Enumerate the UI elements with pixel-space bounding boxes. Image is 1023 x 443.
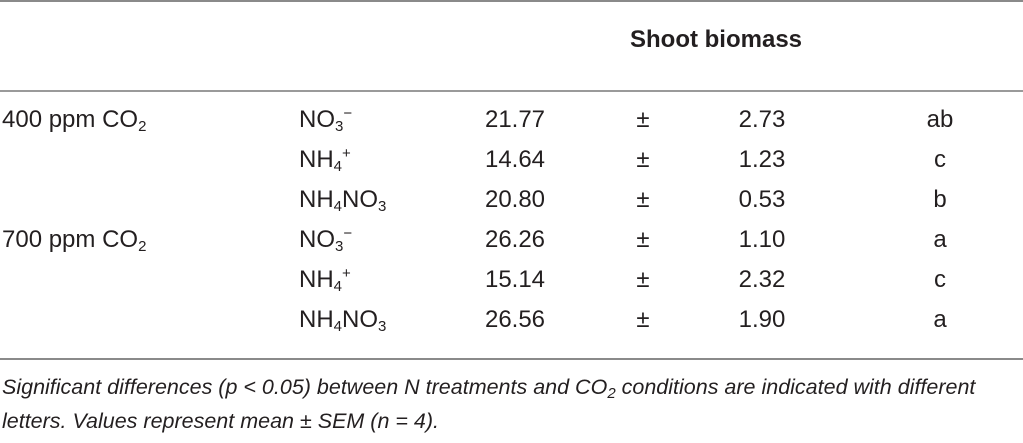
significance-letter-cell: a	[933, 226, 947, 253]
column-header-shoot-biomass: Shoot biomass	[630, 26, 803, 53]
sem-value-cell: 2.73	[738, 106, 786, 133]
significance-letter-cell: a	[933, 306, 947, 333]
table-bottom-rule	[0, 358, 1023, 360]
footnote-subscript: 2	[607, 385, 616, 402]
n-treatment-part: 3	[378, 198, 387, 215]
plus-minus-cell: ±	[636, 106, 650, 133]
n-treatment-part: 3	[335, 118, 344, 135]
plus-minus-cell: ±	[636, 306, 650, 333]
table-row	[0, 266, 1023, 306]
n-treatment-part: NH	[299, 266, 334, 293]
co2-condition-subscript: 2	[138, 118, 147, 135]
n-treatment-part: NH	[299, 186, 334, 213]
plus-minus-cell: ±	[636, 226, 650, 253]
n-treatment-part: −	[343, 105, 353, 122]
plus-minus-cell: ±	[636, 146, 650, 173]
n-treatment-part: NO	[342, 186, 379, 213]
mean-value-cell: 15.14	[484, 266, 546, 293]
significance-letter-cell: b	[933, 186, 947, 213]
co2-condition-label: 700 ppm CO	[2, 226, 139, 253]
sem-value-cell: 1.23	[738, 146, 786, 173]
n-treatment-part: −	[343, 225, 353, 242]
n-treatment-cell	[299, 266, 351, 294]
plus-minus-cell: ±	[636, 186, 650, 213]
mean-value-cell: 26.26	[484, 226, 546, 253]
table-footnote	[2, 370, 1012, 438]
n-treatment-part: 4	[333, 318, 343, 335]
footnote-text-1: Significant differences (p < 0.05) between N treatments and CO	[2, 375, 608, 399]
table-row	[0, 226, 1023, 266]
co2-condition-label: 400 ppm CO	[2, 106, 139, 133]
n-treatment-cell	[299, 306, 386, 334]
significance-letter-cell: c	[934, 266, 946, 293]
n-treatment-part: +	[342, 265, 351, 282]
n-treatment-part: 4	[333, 158, 343, 175]
n-treatment-part: +	[342, 145, 351, 162]
n-treatment-part: 3	[378, 318, 387, 335]
table-row	[0, 106, 1023, 146]
n-treatment-cell	[299, 186, 386, 214]
table-top-rule	[0, 0, 1023, 2]
sem-value-cell: 0.53	[738, 186, 786, 213]
n-treatment-part: 3	[335, 238, 344, 255]
co2-condition-subscript: 2	[138, 238, 147, 255]
n-treatment-part: NH	[299, 306, 334, 333]
n-treatment-cell	[299, 106, 352, 134]
significance-letter-cell: c	[934, 146, 946, 173]
n-treatment-part: 4	[333, 278, 343, 295]
table-row	[0, 186, 1023, 226]
footnote-text-2: conditions are indicated with different letters. Values represent mean ± SEM (n = 4).	[2, 375, 976, 433]
table-row	[0, 146, 1023, 186]
n-treatment-part: NO	[299, 106, 335, 133]
n-treatment-part: 4	[333, 198, 343, 215]
co2-condition-cell	[2, 226, 146, 254]
n-treatment-part: NO	[342, 306, 379, 333]
co2-condition-cell	[2, 106, 146, 134]
n-treatment-part: NO	[299, 226, 335, 253]
mean-value-cell: 26.56	[484, 306, 546, 333]
sem-value-cell: 2.32	[738, 266, 786, 293]
mean-value-cell: 21.77	[484, 106, 546, 133]
plus-minus-cell: ±	[636, 266, 650, 293]
n-treatment-cell	[299, 146, 351, 174]
n-treatment-part: NH	[299, 146, 334, 173]
significance-letter-cell: ab	[926, 106, 954, 133]
mean-value-cell: 20.80	[484, 186, 546, 213]
mean-value-cell: 14.64	[484, 146, 546, 173]
sem-value-cell: 1.10	[738, 226, 786, 253]
n-treatment-cell	[299, 226, 352, 254]
table-row	[0, 306, 1023, 346]
table-header-rule	[0, 90, 1023, 92]
sem-value-cell: 1.90	[738, 306, 786, 333]
